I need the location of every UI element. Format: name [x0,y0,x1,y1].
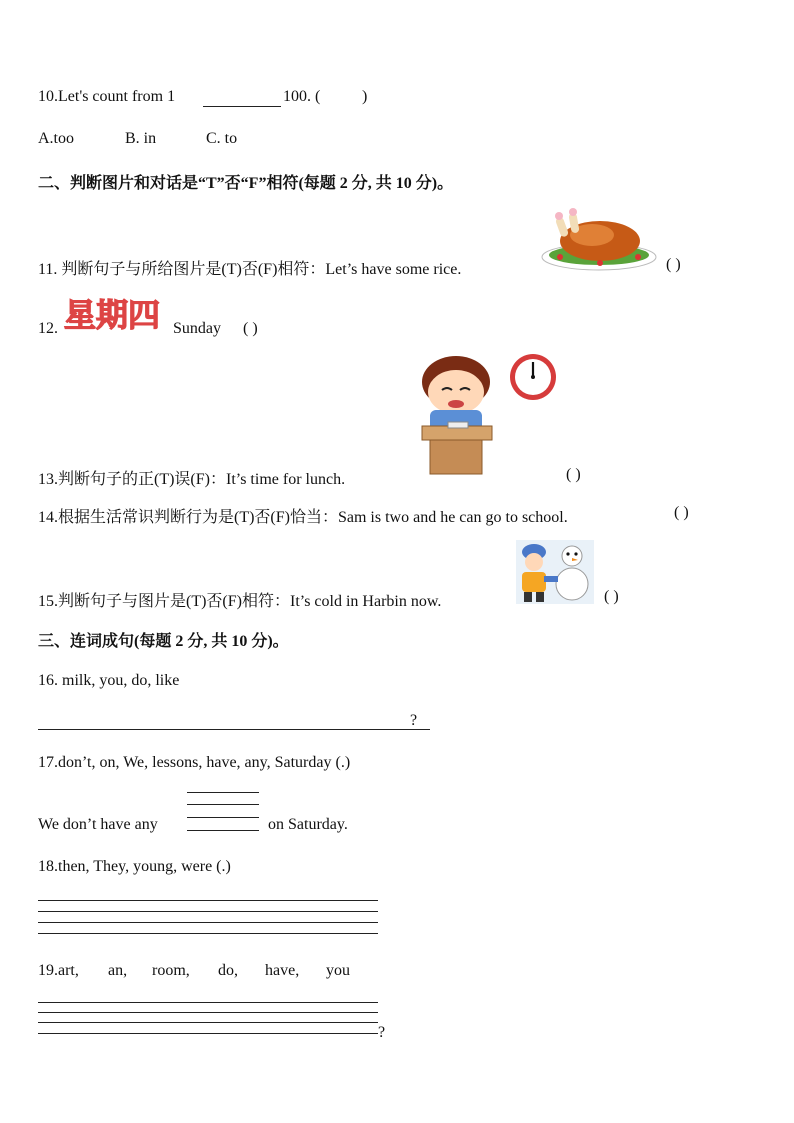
q19-answer-line-4[interactable] [38,1033,378,1034]
q15-text: 15.判断句子与图片是(T)否(F)相符：It’s cold in Harbin now. [38,593,442,610]
roast-turkey-image [540,205,658,273]
section3-title: 三、连词成句(每题 2 分, 共 10 分)。 [38,633,289,650]
q17-text: 17.don’t, on, We, lessons, have, any, Saturday (.) [38,754,351,771]
q16-answer-line[interactable] [38,729,430,730]
q19-answer-line-2[interactable] [38,1012,378,1013]
q10-answer-blank[interactable] [203,106,281,107]
q10-tail: 100. ( [283,88,321,105]
q19-word-4: do, [218,962,238,979]
q11-text: 11. 判断句子与所给图片是(T)否(F)相符：Let’s have some rice. [38,261,462,278]
q17-answer-line-1[interactable] [187,792,259,793]
q12-text: Sunday [173,320,221,337]
q19-word-6: you [326,962,350,979]
q19-word-2: an, [108,962,128,979]
q13-answer-paren[interactable]: ( ) [566,466,581,483]
thursday-image [62,290,166,334]
snowman-image [516,540,594,604]
q14-text: 14.根据生活常识判断行为是(T)否(F)恰当：Sam is two and he can go to school. [38,509,568,526]
q19-word-5: have, [265,962,300,979]
q19-answer-line-3[interactable] [38,1022,378,1023]
q14-answer-paren[interactable]: ( ) [674,504,689,521]
q18-answer-line-3[interactable] [38,922,378,923]
q10-stem: 10.Let's count from 1 [38,88,176,105]
q15-answer-paren[interactable]: ( ) [604,588,619,605]
q17-prefix: We don’t have any [38,816,158,833]
q10-line [38,88,175,106]
q17-answer-line-2[interactable] [187,804,259,805]
clock-icon [508,352,558,402]
q11-answer-paren[interactable]: ( ) [666,256,681,273]
q18-answer-line-4[interactable] [38,933,378,934]
q10-option-b[interactable]: B. in [125,130,157,147]
q18-answer-line-2[interactable] [38,911,378,912]
q18-text: 18.then, They, young, were (.) [38,858,231,875]
q10-option-a[interactable]: A.too [38,130,74,147]
q19-word-3: room, [152,962,190,979]
q19-word-1: 19.art, [38,962,79,979]
q17-answer-line-3[interactable] [187,817,259,818]
q19-question-mark: ? [378,1024,386,1041]
q10-option-c[interactable]: C. to [206,130,238,147]
q12-number: 12. [38,320,58,337]
q17-answer-line-4[interactable] [187,830,259,831]
q10-paren-close: ) [362,88,368,105]
q13-text: 13.判断句子的正(T)误(F)：It’s time for lunch. [38,471,346,488]
q18-answer-line-1[interactable] [38,900,378,901]
q12-answer-paren[interactable]: ( ) [243,320,258,337]
q17-suffix: on Saturday. [268,816,348,833]
q16-question-mark: ? [410,712,418,729]
q16-text: 16. milk, you, do, like [38,672,180,689]
q19-answer-line-1[interactable] [38,1002,378,1003]
boy-eating-image [408,352,504,480]
section2-title: 二、判断图片和对话是“T”否“F”相符(每题 2 分, 共 10 分)。 [38,175,454,192]
thursday-image-text: 星期四 [64,296,161,334]
